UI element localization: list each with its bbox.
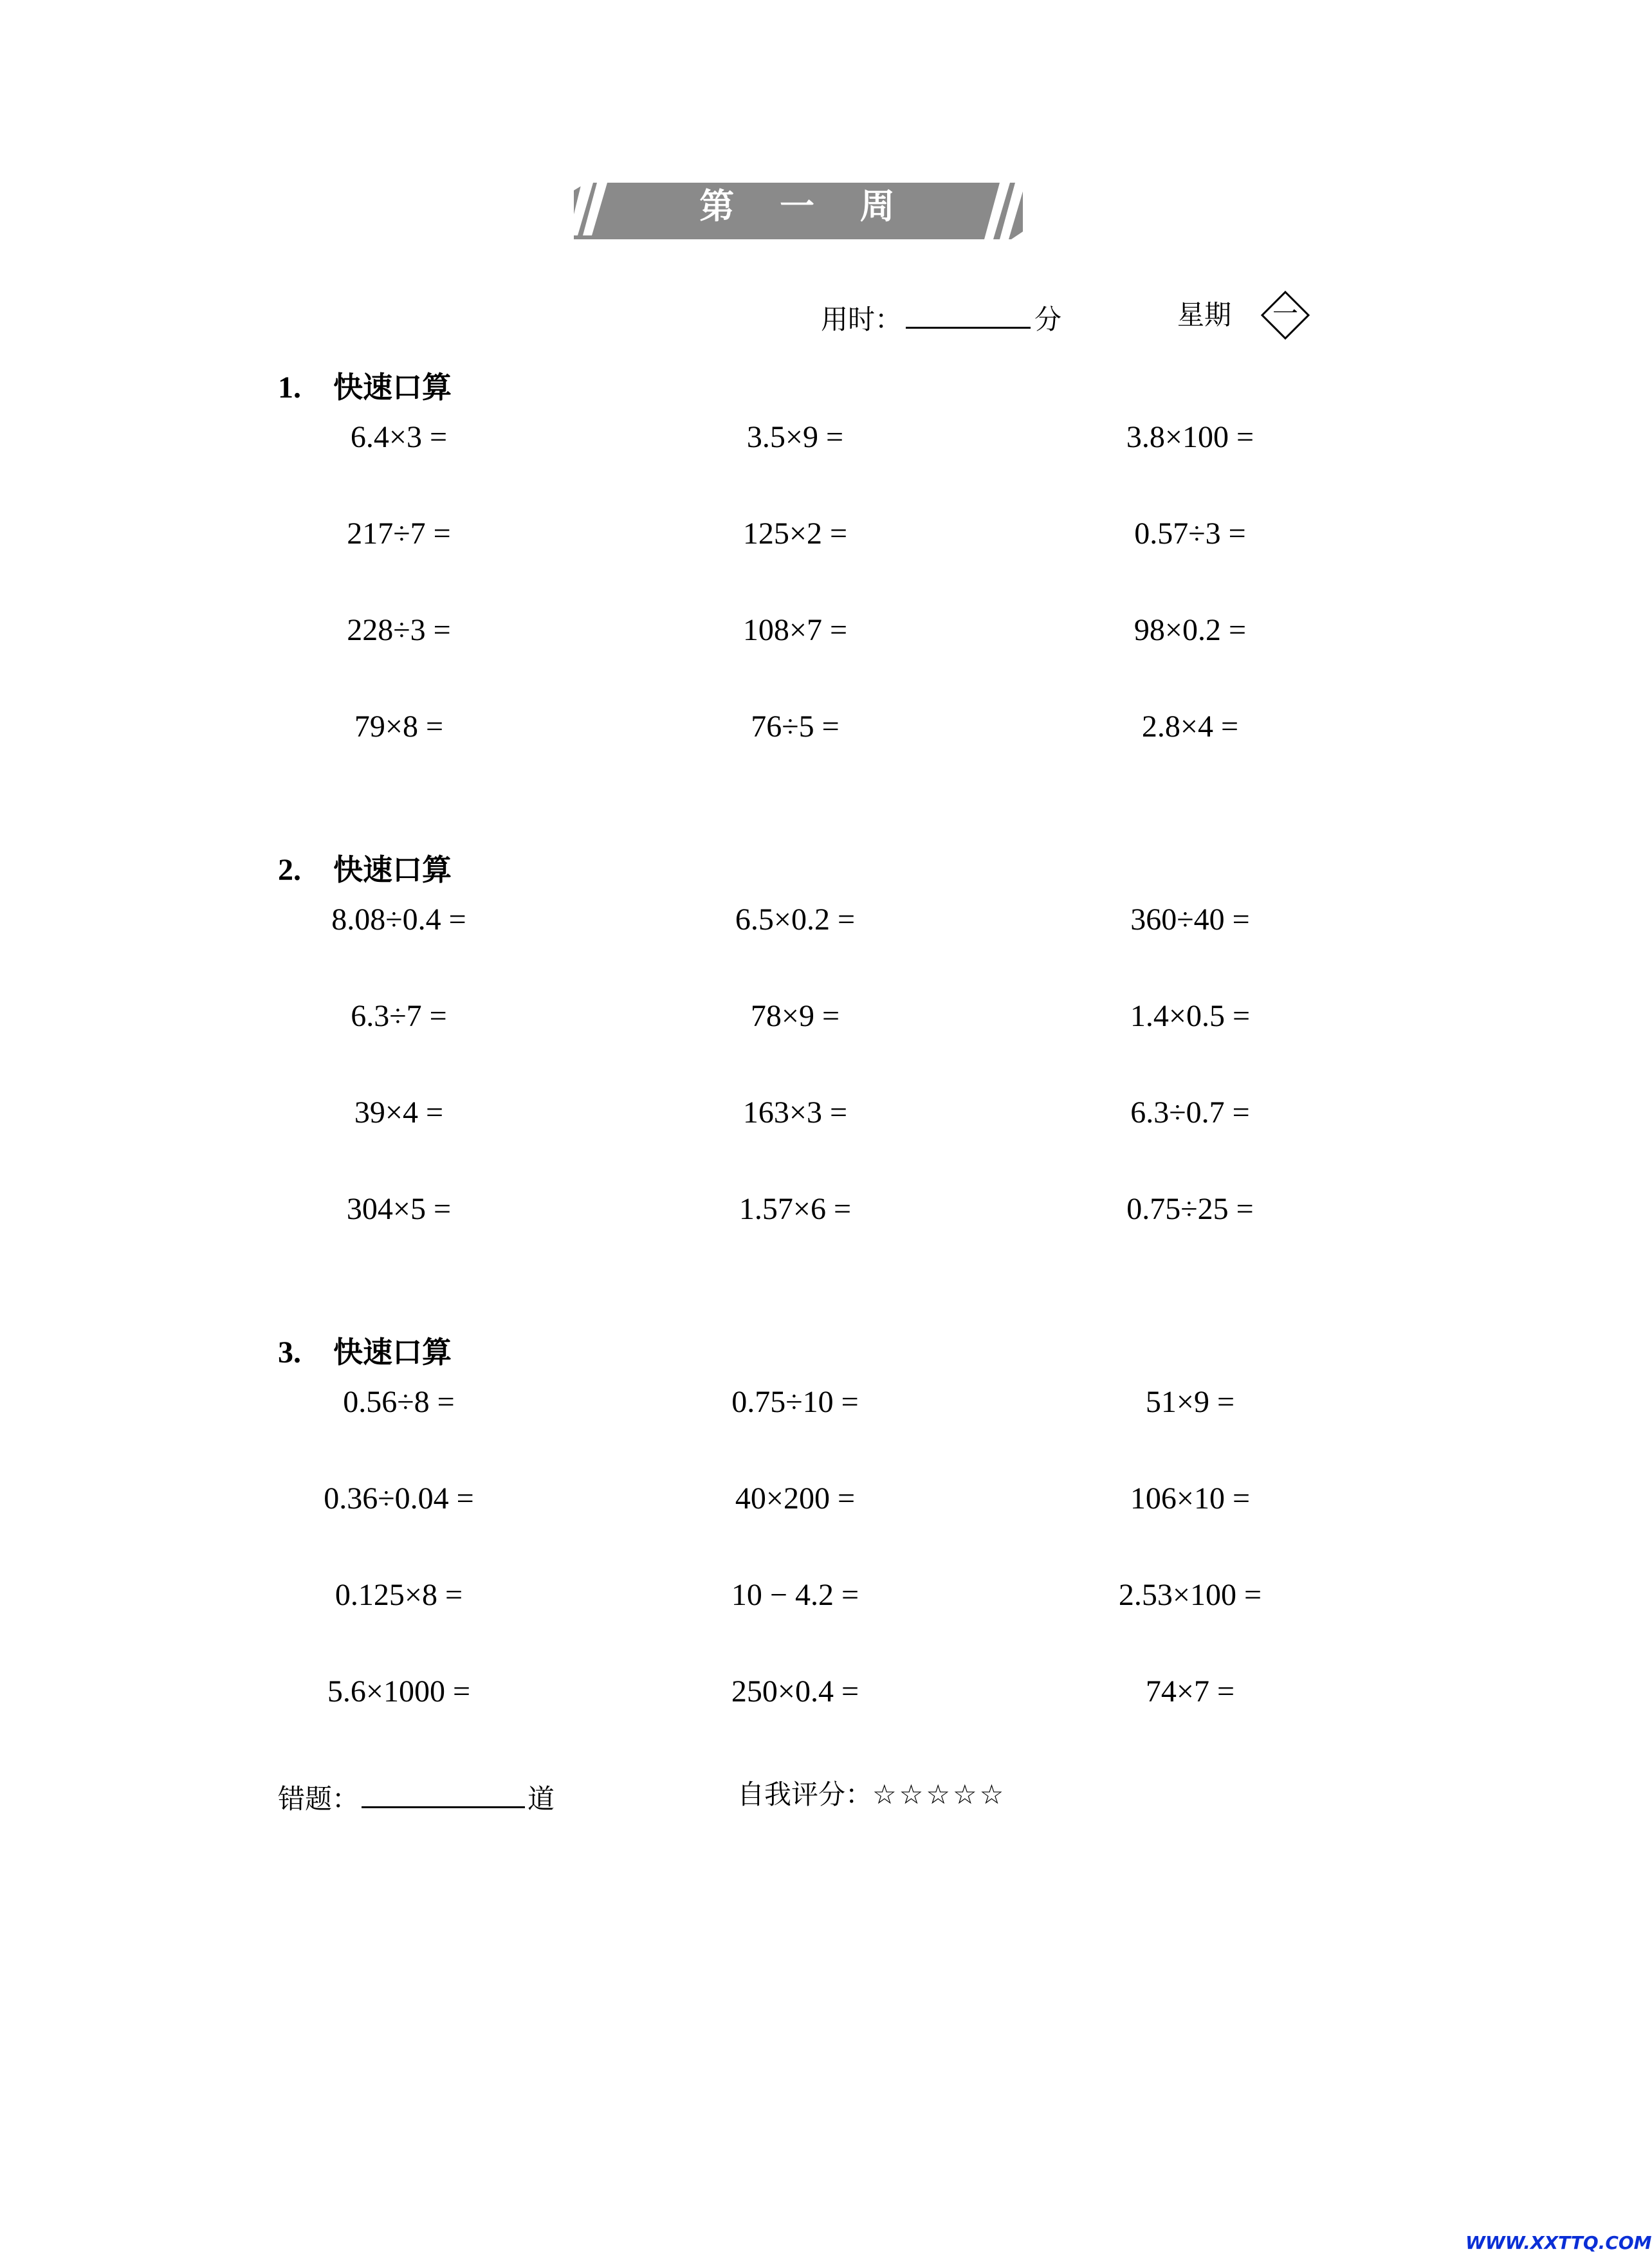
problem: 2.8×4 = <box>1141 710 1239 744</box>
problem: 6.4×3 = <box>350 420 448 454</box>
section-title: 快速口算 <box>333 1335 452 1370</box>
problem: 0.75÷25 = <box>1126 1192 1254 1226</box>
problem: 78×9 = <box>750 999 840 1033</box>
problem: 1.4×0.5 = <box>1130 999 1251 1033</box>
watermark: WWW.XXTTQ.COM <box>1465 2232 1652 2253</box>
problem: 6.5×0.2 = <box>735 903 856 937</box>
problem: 108×7 = <box>742 613 848 647</box>
title-banner <box>569 178 1025 242</box>
weekday-value: 一 <box>1272 299 1298 329</box>
section-title: 快速口算 <box>333 370 452 405</box>
problem: 106×10 = <box>1130 1481 1251 1516</box>
time-blank[interactable] <box>906 296 1031 329</box>
problem: 76÷5 = <box>751 710 840 744</box>
wrong-label: 错题： <box>278 1783 360 1815</box>
wrong-blank[interactable] <box>362 1775 525 1808</box>
section-number: 1. <box>278 371 301 405</box>
problem: 3.8×100 = <box>1126 420 1254 454</box>
section-heading-1 <box>278 368 452 407</box>
problem: 10 − 4.2 = <box>731 1578 859 1612</box>
time-unit: 分 <box>1034 304 1062 335</box>
problem: 0.36÷0.04 = <box>324 1481 474 1516</box>
problem: 250×0.4 = <box>731 1674 859 1709</box>
section-number: 3. <box>278 1335 301 1370</box>
section-heading-3 <box>278 1333 452 1371</box>
time-used <box>821 296 1061 334</box>
time-label: 用时： <box>821 304 903 335</box>
wrong-unit: 道 <box>528 1783 555 1815</box>
problem: 0.125×8 = <box>335 1578 463 1612</box>
score-label: 自我评分： <box>737 1779 873 1810</box>
problem: 1.57×6 = <box>739 1192 852 1226</box>
section-title: 快速口算 <box>333 852 452 887</box>
problem: 74×7 = <box>1145 1674 1235 1709</box>
section-heading-2 <box>278 850 452 889</box>
problem: 98×0.2 = <box>1133 613 1247 647</box>
self-score <box>737 1775 1006 1814</box>
problem: 360÷40 = <box>1130 903 1250 937</box>
problem: 217÷7 = <box>347 517 451 551</box>
page-title: 第 一 周 <box>699 186 912 226</box>
problem: 0.75÷10 = <box>731 1385 859 1419</box>
section-number: 2. <box>278 853 301 887</box>
star-rating[interactable]: ☆☆☆☆☆ <box>872 1779 1007 1810</box>
problem: 6.3÷7 = <box>351 999 447 1033</box>
wrong-count <box>278 1775 555 1814</box>
weekday-label: 星期 <box>1177 299 1232 331</box>
problem: 39×4 = <box>354 1095 444 1130</box>
problem: 3.5×9 = <box>746 420 844 454</box>
problem: 125×2 = <box>742 517 848 551</box>
problem: 2.53×100 = <box>1118 1578 1262 1612</box>
problem: 5.6×1000 = <box>327 1674 471 1709</box>
problem: 0.57÷3 = <box>1134 517 1246 551</box>
problem: 40×200 = <box>735 1481 856 1516</box>
problem: 6.3÷0.7 = <box>1130 1095 1250 1130</box>
problem: 304×5 = <box>346 1192 452 1226</box>
problem: 0.56÷8 = <box>343 1385 455 1419</box>
problem: 8.08÷0.4 = <box>331 903 466 937</box>
problem: 79×8 = <box>354 710 444 744</box>
problem: 51×9 = <box>1145 1385 1235 1419</box>
weekday-badge <box>1260 289 1311 341</box>
problem: 228÷3 = <box>347 613 451 647</box>
problem: 163×3 = <box>742 1095 848 1130</box>
